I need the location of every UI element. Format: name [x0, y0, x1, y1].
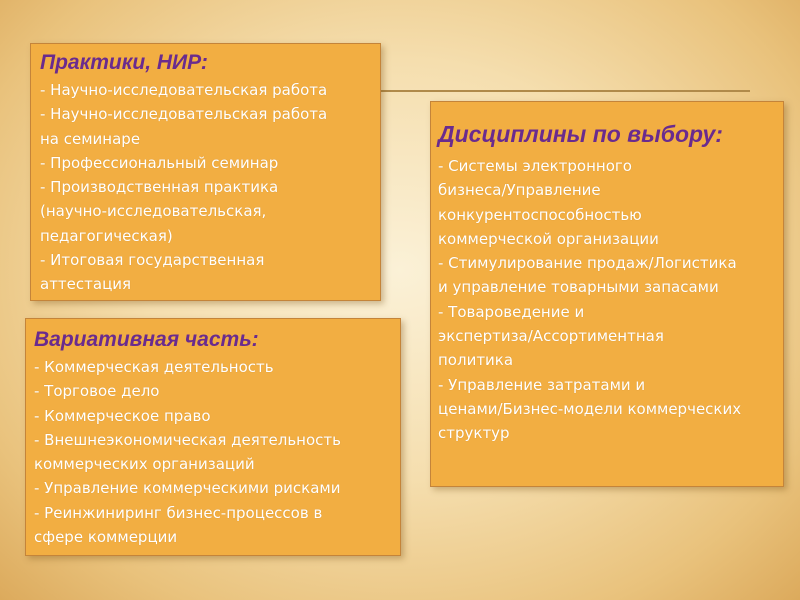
list-item: бизнеса/Управление — [438, 181, 601, 200]
list-item: - Управление коммерческими рисками — [34, 479, 341, 498]
list-item: конкурентоспособностью — [438, 205, 642, 224]
list-item: - Профессиональный семинар — [40, 153, 279, 172]
elective-disciplines-card — [430, 101, 784, 487]
divider-line — [380, 90, 750, 92]
list-item: - Торговое дело — [34, 382, 160, 401]
list-item: - Управление затратами и — [438, 375, 646, 394]
practices-card — [30, 43, 381, 301]
variable-part-card — [25, 318, 401, 556]
list-item: - Научно-исследовательская работа — [40, 105, 328, 124]
list-item: сфере коммерции — [34, 528, 178, 547]
list-item: - Товароведение и — [438, 302, 585, 321]
elective-disciplines-list — [438, 154, 777, 446]
variable-part-title: Вариативная часть: — [34, 328, 259, 351]
variable-part-list — [34, 355, 392, 549]
list-item: аттестация — [40, 275, 132, 294]
list-item: коммерческих организаций — [34, 455, 255, 474]
list-item: коммерческой организации — [438, 229, 659, 248]
list-item: структур — [438, 424, 510, 443]
list-item: ценами/Бизнес-модели коммерческих — [438, 399, 742, 418]
list-item: - Внешнеэкономическая деятельность — [34, 430, 341, 449]
list-item: - Производственная практика — [40, 178, 279, 197]
list-item: - Итоговая государственная — [40, 251, 265, 270]
list-item: политика — [438, 351, 514, 370]
list-item: - Научно-исследовательская работа — [40, 81, 328, 99]
list-item: и управление товарными запасами — [438, 278, 719, 297]
list-item: педагогическая) — [40, 226, 173, 245]
list-item: - Коммерческая деятельность — [34, 358, 274, 376]
list-item: на семинаре — [40, 129, 141, 148]
elective-disciplines-title: Дисциплины по выбору: — [438, 121, 723, 147]
practices-title: Практики, НИР: — [40, 51, 208, 74]
list-item: - Стимулирование продаж/Логистика — [438, 254, 737, 273]
list-item: - Коммерческое право — [34, 406, 211, 425]
list-item: - Системы электронного — [438, 157, 632, 175]
list-item: - Реинжиниринг бизнес-процессов в — [34, 503, 323, 522]
list-item: (научно-исследовательская, — [40, 202, 267, 221]
practices-list — [40, 78, 372, 297]
list-item: экспертиза/Ассортиментная — [438, 327, 664, 346]
